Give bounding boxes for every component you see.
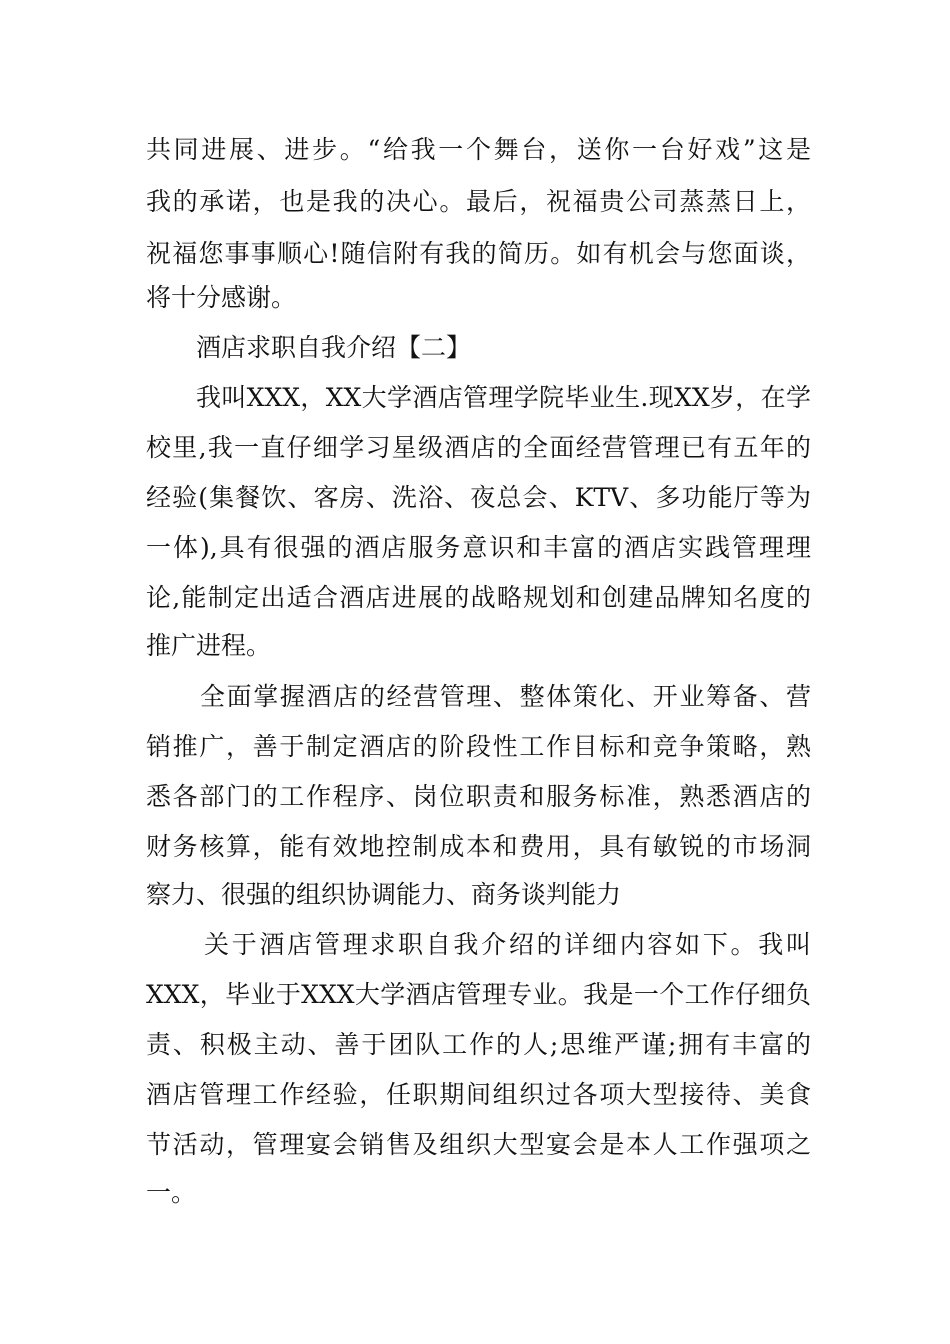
paragraph-4-line-5: 节活动，管理宴会销售及组织大型宴会是本人工作强项之 xyxy=(146,1130,811,1159)
paragraph-1-line-1: 共同进展、进步。“给我一个舞台，送你一台好戏”这是 xyxy=(146,135,811,164)
paragraph-1-line-2: 我的承诺，也是我的决心。最后，祝福贵公司蒸蒸日上， xyxy=(146,187,811,216)
paragraph-4-line-1: 关于酒店管理求职自我介绍的详细内容如下。我叫 xyxy=(204,930,811,959)
paragraph-2-line-6: 推广进程。 xyxy=(146,631,272,660)
paragraph-2-line-2: 校里,我一直仔细学习星级酒店的全面经营管理已有五年的 xyxy=(146,433,811,462)
paragraph-2-line-4: 一体),具有很强的酒店服务意识和丰富的酒店实践管理理 xyxy=(146,533,811,562)
paragraph-2-line-5: 论,能制定出适合酒店进展的战略规划和创建品牌知名度的 xyxy=(146,583,811,612)
paragraph-3-line-2: 销推广，善于制定酒店的阶段性工作目标和竞争策略，熟 xyxy=(146,732,811,761)
paragraph-3-line-5: 察力、很强的组织协调能力、商务谈判能力 xyxy=(146,880,622,909)
paragraph-4-line-4: 酒店管理工作经验，任职期间组织过各项大型接待、美食 xyxy=(146,1080,811,1109)
paragraph-3-line-4: 财务核算，能有效地控制成本和费用，具有敏锐的市场洞 xyxy=(146,832,811,861)
paragraph-4-line-3: 责、积极主动、善于团队工作的人;思维严谨;拥有丰富的 xyxy=(146,1030,811,1059)
paragraph-2-line-3: 经验(集餐饮、客房、洗浴、夜总会、KTV、多功能厅等为 xyxy=(146,483,811,512)
paragraph-3-line-3: 悉各部门的工作程序、岗位职责和服务标准，熟悉酒店的 xyxy=(146,782,811,811)
paragraph-1-line-3: 祝福您事事顺心!随信附有我的简历。如有机会与您面谈， xyxy=(146,239,811,268)
paragraph-4-line-6: 一。 xyxy=(146,1178,197,1207)
section-heading: 酒店求职自我介绍【二】 xyxy=(196,333,472,362)
paragraph-1-line-4: 将十分感谢。 xyxy=(146,283,297,312)
paragraph-2-line-1: 我叫XXX，XX大学酒店管理学院毕业生.现XX岁，在学 xyxy=(196,383,811,412)
paragraph-4-line-2: XXX，毕业于XXX大学酒店管理专业。我是一个工作仔细负 xyxy=(146,980,811,1009)
paragraph-3-line-1: 全面掌握酒店的经营管理、整体策化、开业筹备、营 xyxy=(200,682,811,711)
